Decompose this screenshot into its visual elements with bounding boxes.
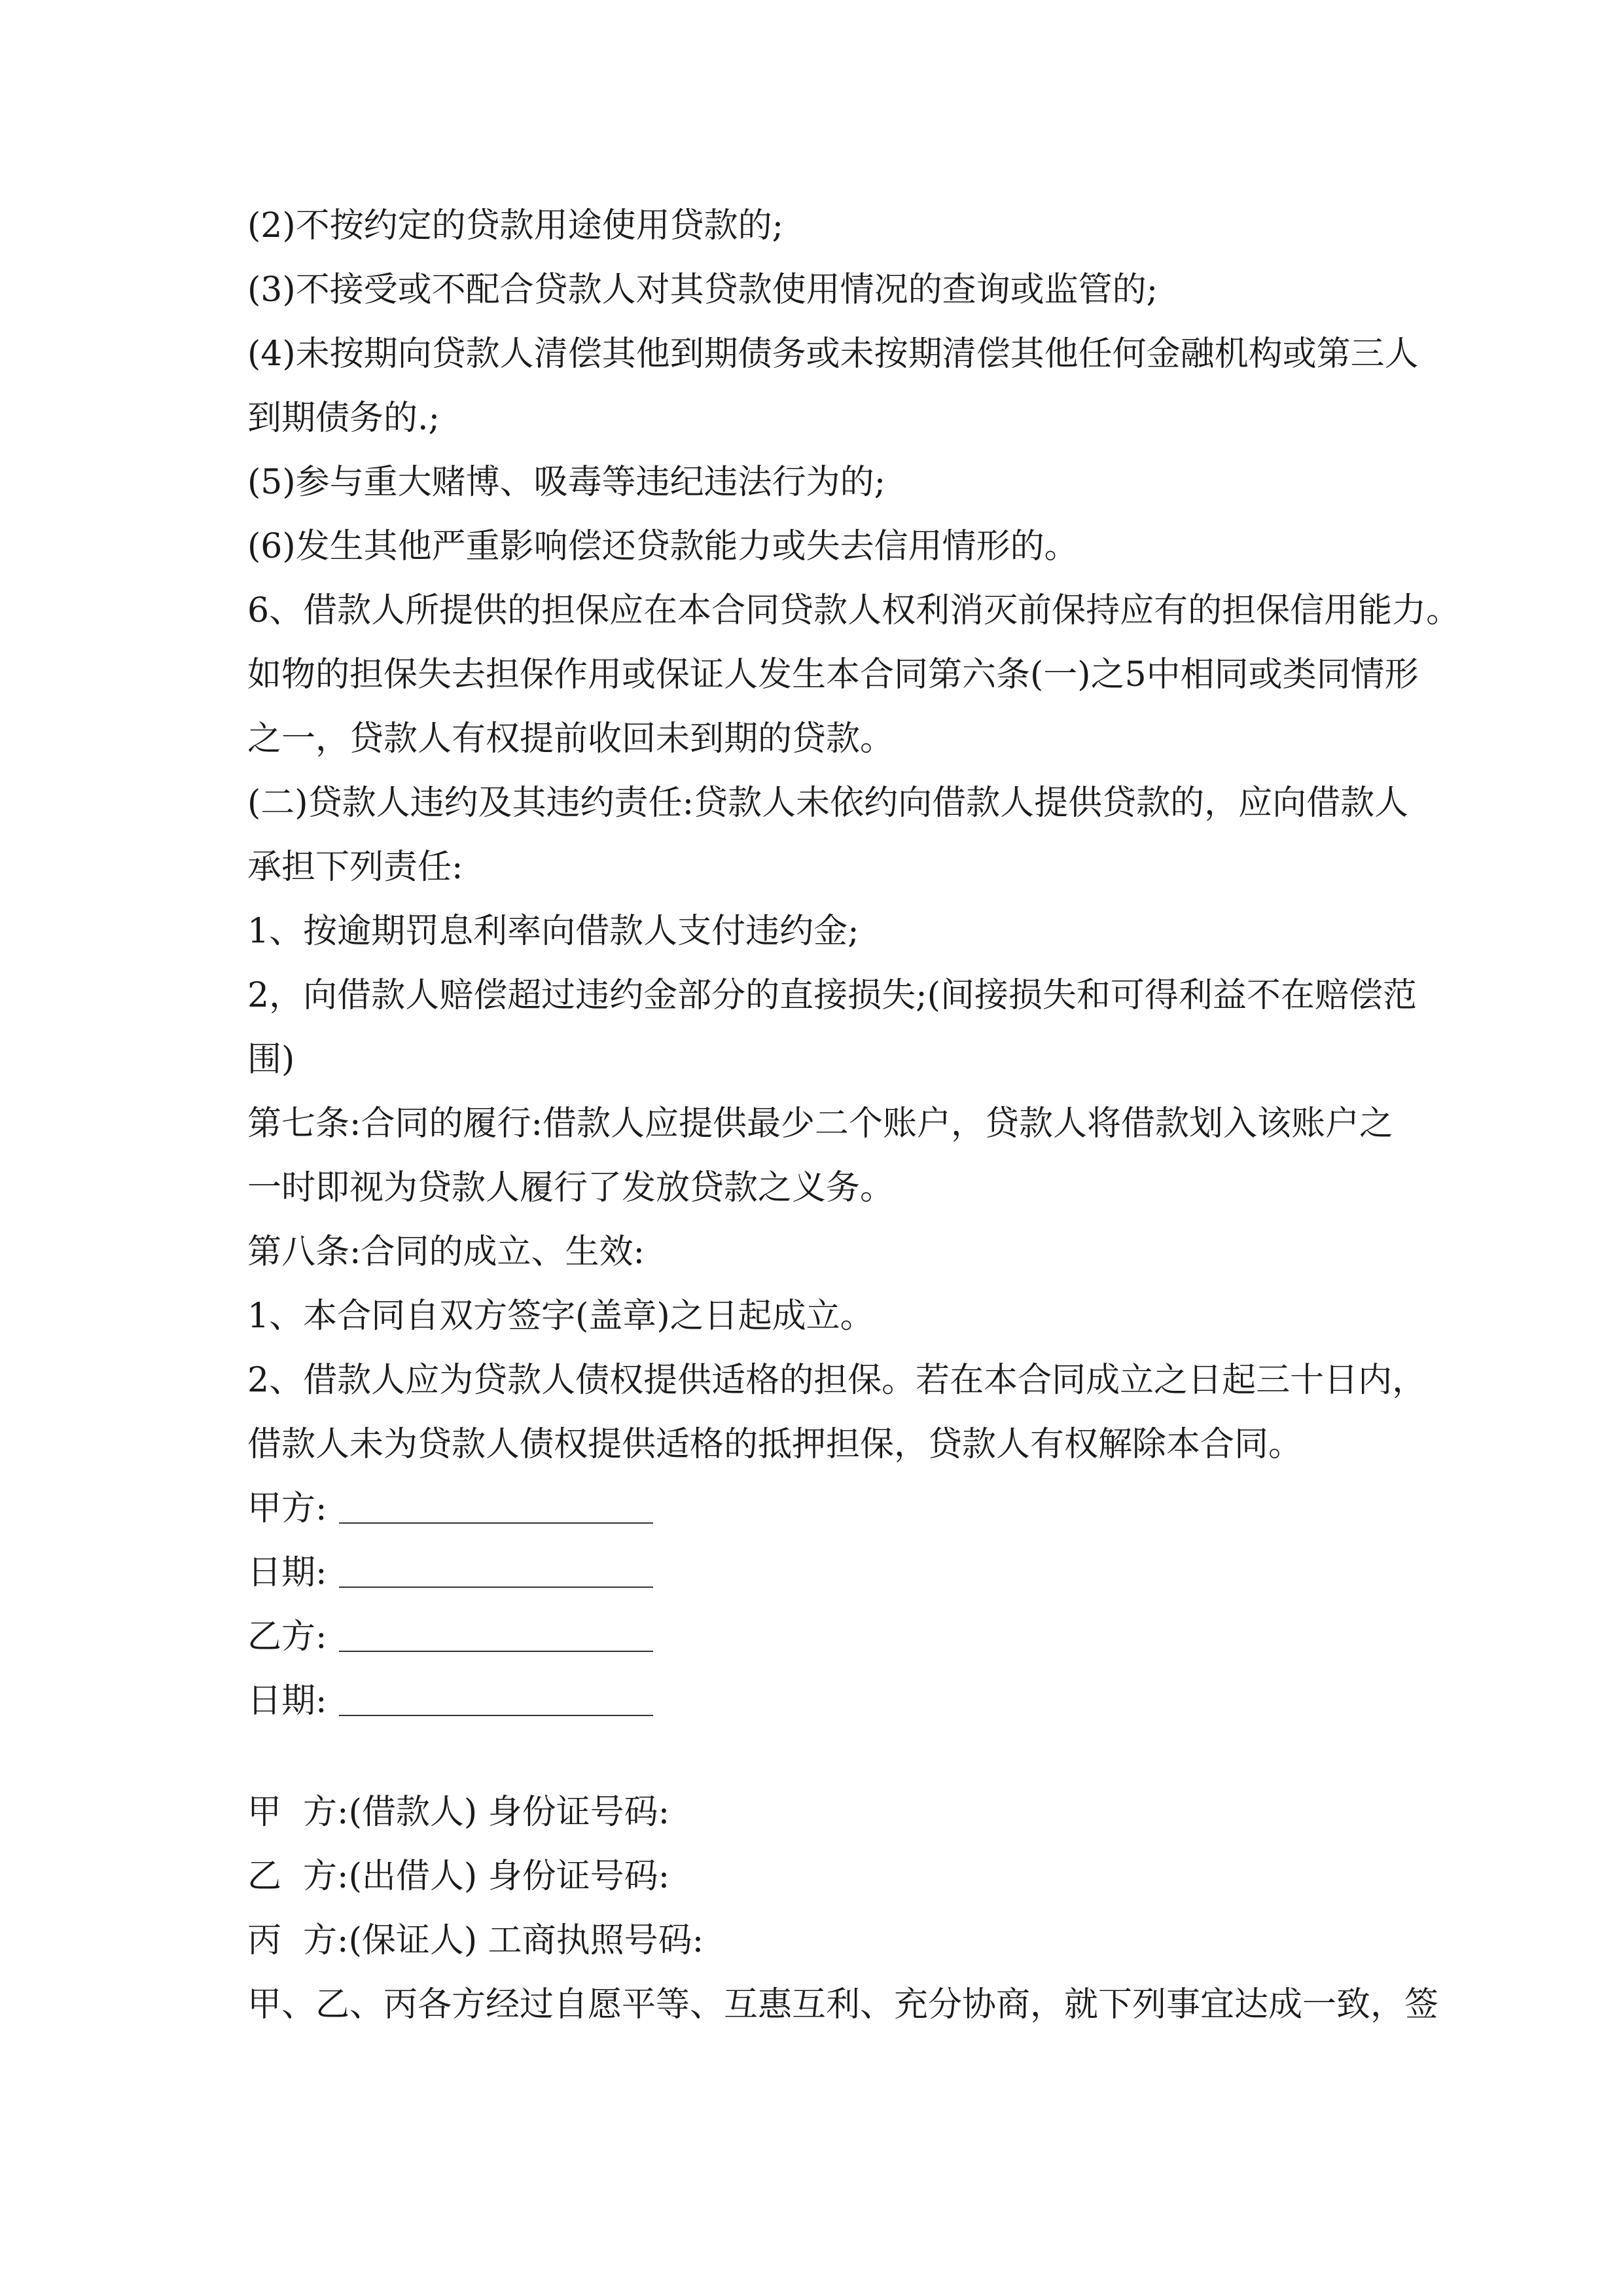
signature-row-party-a — [247, 1477, 1412, 1541]
clause-line: 6、借款人所提供的担保应在本合同贷款人权利消灭前保持应有的担保信用能力。 — [247, 591, 1461, 630]
clause-line: (4)未按期向贷款人清偿其他到期债务或未按期清偿其他任何金融机构或第三人 — [247, 334, 1419, 374]
signature-row-date-a — [247, 1541, 1412, 1605]
clause-line: 一时即视为贷款人履行了发放贷款之义务。 — [247, 1168, 895, 1208]
signature-blank[interactable] — [339, 1585, 653, 1588]
signature-blank[interactable] — [339, 1713, 653, 1716]
clause-line: (3)不接受或不配合贷款人对其贷款使用情况的查询或监管的; — [247, 270, 1158, 310]
clause-line: 1、按逾期罚息利率向借款人支付违约金; — [247, 912, 859, 951]
signature-label: 乙方: — [247, 1617, 327, 1657]
signature-block — [247, 1477, 1412, 1733]
clause-line: 2，向借款人赔偿超过违约金部分的直接损失;(间接损失和可得利益不在赔偿范 — [247, 976, 1417, 1015]
clause-line: 第七条:合同的履行:借款人应提供最少二个账户，贷款人将借款划入该账户之 — [247, 1104, 1394, 1143]
clause-line: 借款人未为贷款人债权提供适格的抵押担保，贷款人有权解除本合同。 — [247, 1425, 1303, 1464]
party-line: 丙 方:(保证人) 工商执照号码: — [247, 1921, 704, 1960]
clause-line: (2)不按约定的贷款用途使用贷款的; — [247, 206, 784, 245]
signature-label: 日期: — [247, 1681, 327, 1721]
signature-label: 甲方: — [247, 1489, 327, 1528]
clause-line: 第八条:合同的成立、生效: — [247, 1232, 645, 1272]
next-contract-section — [247, 1780, 1439, 2037]
signature-row-party-b — [247, 1605, 1412, 1669]
party-line: 甲 方:(借款人) 身份证号码: — [247, 1793, 670, 1832]
clause-line: 之一，贷款人有权提前收回未到期的贷款。 — [247, 719, 895, 759]
section-gap — [247, 1733, 1412, 1780]
clause-line: 围) — [247, 1040, 295, 1079]
clause-section — [247, 194, 1461, 1477]
clause-line: (二)贷款人违约及其违约责任:贷款人未依约向借款人提供贷款的，应向借款人 — [247, 783, 1409, 823]
party-line: 乙 方:(出借人) 身份证号码: — [247, 1857, 670, 1896]
clause-line: (5)参与重大赌博、吸毒等违纪违法行为的; — [247, 463, 886, 502]
signature-label: 日期: — [247, 1553, 327, 1592]
intro-line: 甲、乙、丙各方经过自愿平等、互惠互利、充分协商，就下列事宜达成一致，签 — [247, 1985, 1439, 2024]
signature-blank[interactable] — [339, 1649, 653, 1652]
signature-blank[interactable] — [339, 1521, 653, 1524]
clause-line: 承担下列责任: — [247, 848, 463, 887]
clause-line: 到期债务的.; — [247, 399, 440, 438]
document-page — [247, 194, 1461, 2037]
clause-line: (6)发生其他严重影响偿还贷款能力或失去信用情形的。 — [247, 527, 1079, 566]
clause-line: 2、借款人应为贷款人债权提供适格的担保。若在本合同成立之日起三十日内， — [247, 1361, 1427, 1400]
signature-row-date-b — [247, 1669, 1412, 1733]
clause-line: 如物的担保失去担保作用或保证人发生本合同第六条(一)之5中相同或类同情形 — [247, 655, 1419, 694]
clause-line: 1、本合同自双方签字(盖章)之日起成立。 — [247, 1297, 874, 1336]
